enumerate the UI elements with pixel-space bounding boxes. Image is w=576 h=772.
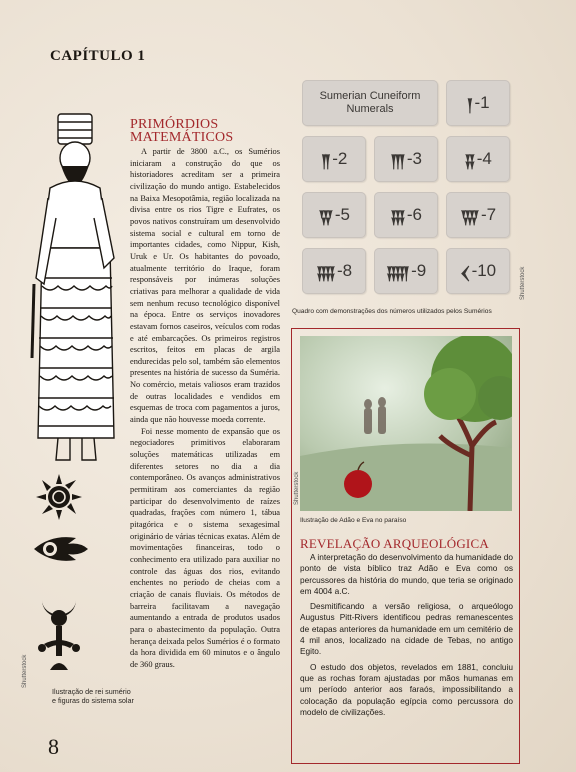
left-image-caption: Ilustração de rei sumério e figuras do sistema solar bbox=[52, 687, 134, 705]
chapter-heading: CAPÍTULO 1 bbox=[50, 48, 146, 64]
numeral-tile: 𒐈 -3 bbox=[374, 136, 438, 182]
photo-credit: Shutterstock bbox=[294, 471, 300, 505]
numeral-tile: 𒐊 -5 bbox=[302, 192, 366, 238]
sumerian-king-illustration bbox=[28, 108, 124, 468]
numerals-caption: Quadro com demonstrações dos números utilizados pelos Sumérios bbox=[292, 308, 492, 315]
paragraph: Foi nesse momento de expansão que os negociadores primitivos elaboraram soluções matemáticas utilizadas em diferentes setores no dia a dia contemporâneo. Os avanços administrativos permitiram aos comerciantes da região participar do desenvolvimento de raízes quadradas, frações com número 1, tábua pitagórica e o sistema sexagesimal originário de várias técnicas exatas. Além de movimentações financeiras, todo o conhecimento era utilizado para auxiliar no controle das águas dos rios, evitando enchentes no período de cheias com a criação de canais fluviais. Os métodos de barreira facilitavam a navegação aumentando a entrada de produtos usados para o abastecimento da população. Outra herança deixada pelos Sumérios é o formato da hora dividida em 60 minutos e o ângulo de 360 graus. bbox=[130, 426, 280, 669]
sun-symbol-icon bbox=[32, 474, 86, 520]
adam-and-eve-illustration bbox=[300, 336, 512, 511]
numeral-tile: 𒁹 -1 bbox=[446, 80, 510, 126]
photo-credit: Shutterstock bbox=[520, 266, 526, 300]
comet-symbol-icon bbox=[32, 534, 90, 564]
numeral-tile: 𒐎 -9 bbox=[374, 248, 438, 294]
numeral-tile: 𒐍 -8 bbox=[302, 248, 366, 294]
paragraph: O estudo dos objetos, revelados em 1881, concluiu que as rochas foram ajustadas por mãos humanas em um período anterior aos faraós, impossibilitando a colocação da população egípcia como percussora do modelo de civilizações. bbox=[300, 661, 513, 717]
page-number: 8 bbox=[48, 734, 59, 759]
image-caption: Ilustração de Adão e Eva no paraíso bbox=[300, 517, 407, 524]
cuneiform-numerals-chart bbox=[300, 80, 516, 308]
paragraph: A partir de 3800 a.C., os Sumérios iniciaram a construção do que os historiadores acreditam ser a primeira civilização do mundo antigo. Estabelecidos na Baixa Mesopotâmia, região localizada na divisa entre os rios Tigre e Eufrates, os povos nativos construíram um desenvolvido sistema social e cultural em torno de importantes cidades, como Nippur, Kish, Uruk e Ur. Os habitantes do povoado, atualmente território do Iraque, foram responsáveis por inúmeras soluções criativas para melhorar a qualidade de vida sem nenhum recuso tecnológico disponível na época. Entre os serviços inovadores estavam fornos caseiros, veículos com rodas e até embarcações. Os primeiros registros escritos, feitos em placas de argila endurecidas pelo sol, também são elementos presentes na história de sucesso da Suméria. No comércio, metais valiosos eram trazidos de outras localidades e vendidos em esquemas de troca com pagamentos a juros, ainda que não houvesse moeda corrente. bbox=[130, 147, 280, 425]
moon-symbol-icon bbox=[32, 596, 86, 676]
numeral-tile: 𒐉 -4 bbox=[446, 136, 510, 182]
section-title-primordios: PRIMÓRDIOS MATEMÁTICOS bbox=[130, 117, 234, 145]
section-body-revelacao bbox=[300, 552, 513, 722]
numeral-tile: 𒌋 -10 bbox=[446, 248, 510, 294]
section-body-primordios bbox=[130, 146, 280, 671]
paragraph: A interpretação do desenvolvimento da humanidade do ponto de vista bíblico traz Adão e Eva como os percussores da história do mundo, que teria se originado em 4004 a.C. bbox=[300, 552, 513, 596]
section-title-revelacao: REVELAÇÃO ARQUEOLÓGICA bbox=[300, 536, 489, 551]
numeral-tile: 𒐌 -7 bbox=[446, 192, 510, 238]
photo-credit: Shutterstock bbox=[22, 654, 28, 688]
numeral-tile: 𒐋 -6 bbox=[374, 192, 438, 238]
numerals-title-tile: Sumerian Cuneiform Numerals bbox=[302, 80, 438, 126]
numeral-tile: 𒈫 -2 bbox=[302, 136, 366, 182]
paragraph: Desmitificando a versão religiosa, o arqueólogo Augustus Pitt-Rivers identificou pedras remanescentes de etapas anteriores da humanidade em um cemitério de 4 mil anos, localizado na cidade de Tebas, no antigo Egito. bbox=[300, 601, 513, 657]
